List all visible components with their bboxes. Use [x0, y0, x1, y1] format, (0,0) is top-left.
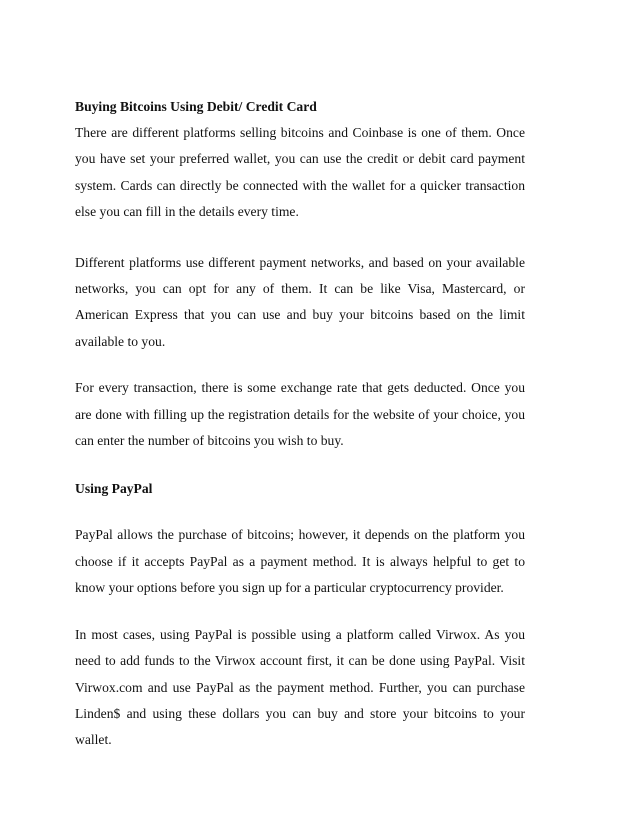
paragraph-exchange-rate: For every transaction, there is some exchange rate that gets deducted. Once you are done with filling up the registration details for the website of your choice, you can enter the number of bitcoins you wish to buy.	[75, 380, 525, 449]
section-heading-debit-credit: Buying Bitcoins Using Debit/ Credit Card	[75, 99, 317, 114]
paragraph-virwox: In most cases, using PayPal is possible using a platform called Virwox. As you need to add funds to the Virwox account first, it can be done using PayPal. Visit Virwox.com and use PayPal as the payment method. Further, you can purchase Linden$ and using these dollars you can buy and store your bitcoins to your wallet.	[75, 626, 525, 748]
section-heading-paypal: Using PayPal	[75, 481, 153, 497]
document-page	[75, 98, 525, 754]
paragraph-coinbase: There are different platforms selling bitcoins and Coinbase is one of them. Once you have set your preferred wallet, you can use the credit or debit card payment system. Cards can directly be connected with the wallet for a quicker transaction else you can fill in the details every time.	[75, 125, 525, 220]
paragraph-payment-networks: Different platforms use different payment networks, and based on your available networks, you can opt for any of them. It can be like Visa, Mastercard, or American Express that you can use and buy your bitcoins based on the limit available to you.	[75, 254, 525, 349]
paragraph-paypal-allows: PayPal allows the purchase of bitcoins; however, it depends on the platform you choose if it accepts PayPal as a payment method. It is always helpful to get to know your options before you sign up for a particular cryptocurrency provider.	[75, 527, 525, 596]
